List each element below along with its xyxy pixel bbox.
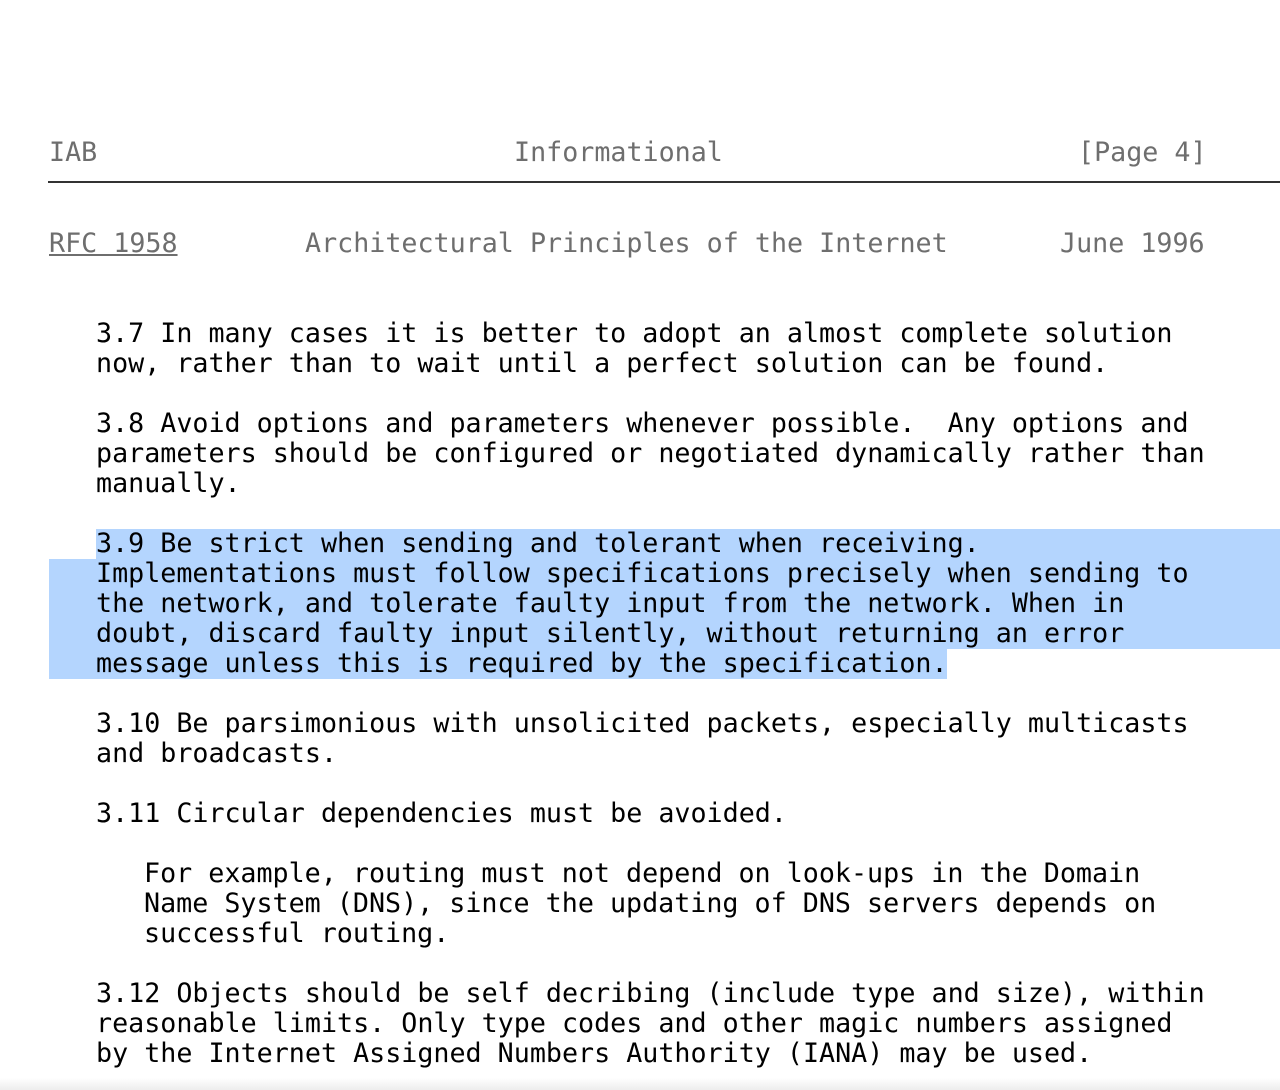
section-example-line: For example, routing must not depend on look-ups in the Domain <box>144 858 1141 889</box>
page-footer-page-number: [Page 4] <box>1078 137 1207 168</box>
section-line: parameters should be configured or negotiated dynamically rather than <box>96 438 1205 469</box>
section-line: manually. <box>96 468 241 499</box>
section-line: 3.7 In many cases it is better to adopt an almost complete solution <box>96 318 1173 349</box>
section-line[interactable]: doubt, discard faulty input silently, without returning an error <box>96 618 1125 649</box>
section-line[interactable]: 3.9 Be strict when sending and tolerant when receiving. <box>96 528 980 559</box>
section-line: 3.10 Be parsimonious with unsolicited packets, especially multicasts <box>96 708 1189 739</box>
section-line: reasonable limits. Only type codes and other magic numbers assigned <box>96 1008 1173 1039</box>
viewport-bottom-edge <box>0 1078 1280 1090</box>
section-line: now, rather than to wait until a perfect solution can be found. <box>96 348 1109 379</box>
section-line: by the Internet Assigned Numbers Authority (IANA) may be used. <box>96 1038 1093 1069</box>
page-footer-category: Informational <box>514 137 723 168</box>
section-line[interactable]: the network, and tolerate faulty input from the network. When in <box>96 588 1125 619</box>
rfc-number-link[interactable]: RFC 1958 <box>49 228 178 259</box>
section-example-line: Name System (DNS), since the updating of DNS servers depends on <box>144 888 1157 919</box>
section-line: 3.8 Avoid options and parameters whenever possible. Any options and <box>96 408 1189 439</box>
page-footer-author: IAB <box>49 137 98 168</box>
section-line[interactable]: message unless this is required by the specification. <box>96 648 948 679</box>
page-break-rule <box>48 181 1280 183</box>
section-line: 3.11 Circular dependencies must be avoided. <box>96 798 787 829</box>
section-line: and broadcasts. <box>96 738 338 769</box>
document-title: Architectural Principles of the Internet <box>305 228 948 259</box>
document-date: June 1996 <box>1060 228 1205 259</box>
section-example-line: successful routing. <box>144 918 450 949</box>
section-line[interactable]: Implementations must follow specifications precisely when sending to <box>96 558 1189 589</box>
section-line: 3.12 Objects should be self decribing (include type and size), within <box>96 978 1205 1009</box>
